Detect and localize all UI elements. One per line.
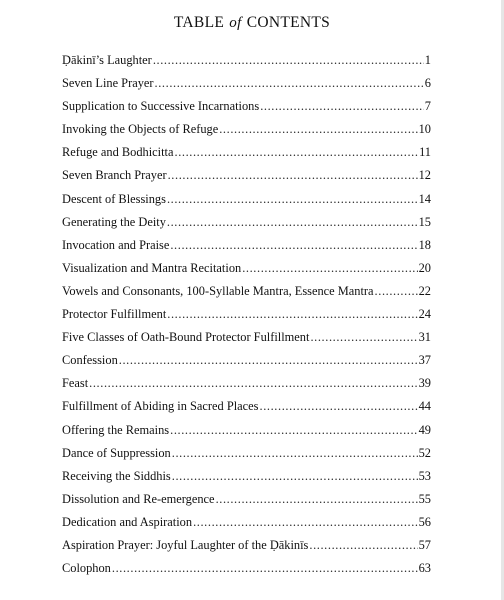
toc-entry-page: 37 bbox=[418, 353, 431, 368]
dot-leader bbox=[167, 190, 418, 209]
toc-entry-title: Invoking the Objects of Refuge bbox=[62, 122, 219, 137]
toc-entry[interactable] bbox=[62, 51, 431, 74]
toc-entry-title: Refuge and Bodhicitta bbox=[62, 145, 174, 160]
toc-entry[interactable] bbox=[62, 120, 431, 143]
toc-entry[interactable] bbox=[62, 536, 431, 559]
toc-entry[interactable] bbox=[62, 444, 431, 467]
toc-entry-page: 15 bbox=[418, 214, 431, 229]
dot-leader bbox=[153, 51, 424, 70]
toc-entry-page: 52 bbox=[418, 445, 431, 460]
toc-entry-page: 20 bbox=[418, 260, 431, 275]
toc-entry-page: 1 bbox=[424, 53, 431, 67]
toc-entry[interactable] bbox=[62, 305, 431, 328]
toc-entry[interactable] bbox=[62, 421, 431, 444]
toc-entry[interactable] bbox=[62, 490, 431, 513]
dot-leader bbox=[119, 351, 418, 370]
toc-entry-title: Confession bbox=[62, 353, 118, 368]
toc-entry-page: 11 bbox=[419, 145, 431, 160]
toc-entry-title: Dedication and Aspiration bbox=[62, 514, 193, 529]
toc-entry-page: 57 bbox=[418, 537, 431, 552]
toc-entry-page: 12 bbox=[418, 168, 431, 183]
toc-entry[interactable] bbox=[62, 166, 431, 189]
dot-leader bbox=[89, 374, 417, 393]
toc-entry-title: Dance of Suppression bbox=[62, 445, 171, 460]
dot-leader bbox=[170, 236, 417, 255]
toc-entry-title: Vowels and Consonants, 100-Syllable Mantra, Essence Mantra bbox=[62, 283, 374, 298]
toc-entry-title: Ḍākinī’s Laughter bbox=[62, 53, 152, 67]
toc-entry-page: 44 bbox=[418, 399, 431, 414]
toc-entry-page: 53 bbox=[418, 468, 431, 483]
toc-entry-title: Visualization and Mantra Recitation bbox=[62, 260, 242, 275]
toc-entry-title: Seven Line Prayer bbox=[62, 76, 154, 91]
toc-entry[interactable] bbox=[62, 374, 431, 397]
toc-entry-title: Receiving the Siddhis bbox=[62, 468, 171, 483]
dot-leader bbox=[260, 97, 424, 116]
toc-entry[interactable] bbox=[62, 397, 431, 420]
dot-leader bbox=[170, 421, 417, 440]
toc-entry-title: Generating the Deity bbox=[62, 214, 166, 229]
toc-entry-page: 63 bbox=[418, 561, 431, 576]
toc-entry-page: 31 bbox=[418, 330, 431, 345]
dot-leader bbox=[172, 444, 418, 463]
toc-entry-title: Descent of Blessings bbox=[62, 191, 166, 206]
title-part-contents: CONTENTS bbox=[242, 14, 331, 31]
dot-leader bbox=[260, 397, 418, 416]
toc-entry[interactable] bbox=[62, 74, 431, 97]
toc-entry-title: Five Classes of Oath-Bound Protector Fulfillment bbox=[62, 330, 310, 345]
dot-leader bbox=[375, 282, 418, 301]
toc-entry-title: Invocation and Praise bbox=[62, 237, 170, 252]
dot-leader bbox=[167, 305, 417, 324]
toc-entry[interactable] bbox=[62, 213, 431, 236]
toc-entry[interactable] bbox=[62, 143, 431, 166]
toc-entry-page: 24 bbox=[418, 307, 431, 322]
toc-entry-title: Feast bbox=[62, 376, 89, 391]
toc-entry-page: 39 bbox=[418, 376, 431, 391]
title-part-of: of bbox=[229, 15, 242, 31]
toc-entry-title: Supplication to Successive Incarnations bbox=[62, 99, 260, 114]
toc-entry-title: Aspiration Prayer: Joyful Laughter of the Ḍākinīs bbox=[62, 537, 309, 552]
toc-entry[interactable] bbox=[62, 190, 431, 213]
dot-leader bbox=[216, 490, 418, 509]
dot-leader bbox=[175, 143, 419, 162]
toc-entry[interactable] bbox=[62, 236, 431, 259]
toc-entry[interactable] bbox=[62, 282, 431, 305]
title-part-table: TABLE bbox=[173, 14, 229, 31]
toc-entry-title: Fulfillment of Abiding in Sacred Places bbox=[62, 399, 259, 414]
toc-entry-page: 56 bbox=[418, 514, 431, 529]
page-title bbox=[0, 14, 504, 32]
dot-leader bbox=[310, 328, 417, 347]
dot-leader bbox=[193, 513, 418, 532]
toc-entry[interactable] bbox=[62, 513, 431, 536]
toc-entry-page: 10 bbox=[418, 122, 431, 137]
toc-entry-page: 14 bbox=[418, 191, 431, 206]
dot-leader bbox=[112, 559, 418, 578]
toc-entry-title: Colophon bbox=[62, 561, 111, 576]
toc-entry[interactable] bbox=[62, 351, 431, 374]
toc-entry-title: Dissolution and Re-emergence bbox=[62, 491, 215, 506]
toc-entry[interactable] bbox=[62, 467, 431, 490]
toc-entry-title: Offering the Remains bbox=[62, 422, 170, 437]
toc-entry-page: 55 bbox=[418, 491, 431, 506]
dot-leader bbox=[155, 74, 424, 93]
toc-entry-title: Seven Branch Prayer bbox=[62, 168, 167, 183]
dot-leader bbox=[242, 259, 417, 278]
table-of-contents bbox=[62, 51, 431, 582]
dot-leader bbox=[309, 536, 417, 555]
toc-entry-page: 6 bbox=[424, 76, 431, 91]
dot-leader bbox=[219, 120, 417, 139]
toc-entry-title: Protector Fulfillment bbox=[62, 307, 167, 322]
toc-entry-page: 18 bbox=[418, 237, 431, 252]
toc-entry[interactable] bbox=[62, 328, 431, 351]
toc-entry[interactable] bbox=[62, 559, 431, 582]
dot-leader bbox=[167, 213, 418, 232]
toc-entry-page: 22 bbox=[418, 283, 431, 298]
toc-entry[interactable] bbox=[62, 97, 431, 120]
toc-entry-page: 49 bbox=[418, 422, 431, 437]
toc-entry-page: 7 bbox=[424, 99, 431, 114]
dot-leader bbox=[168, 166, 418, 185]
dot-leader bbox=[172, 467, 418, 486]
toc-entry[interactable] bbox=[62, 259, 431, 282]
